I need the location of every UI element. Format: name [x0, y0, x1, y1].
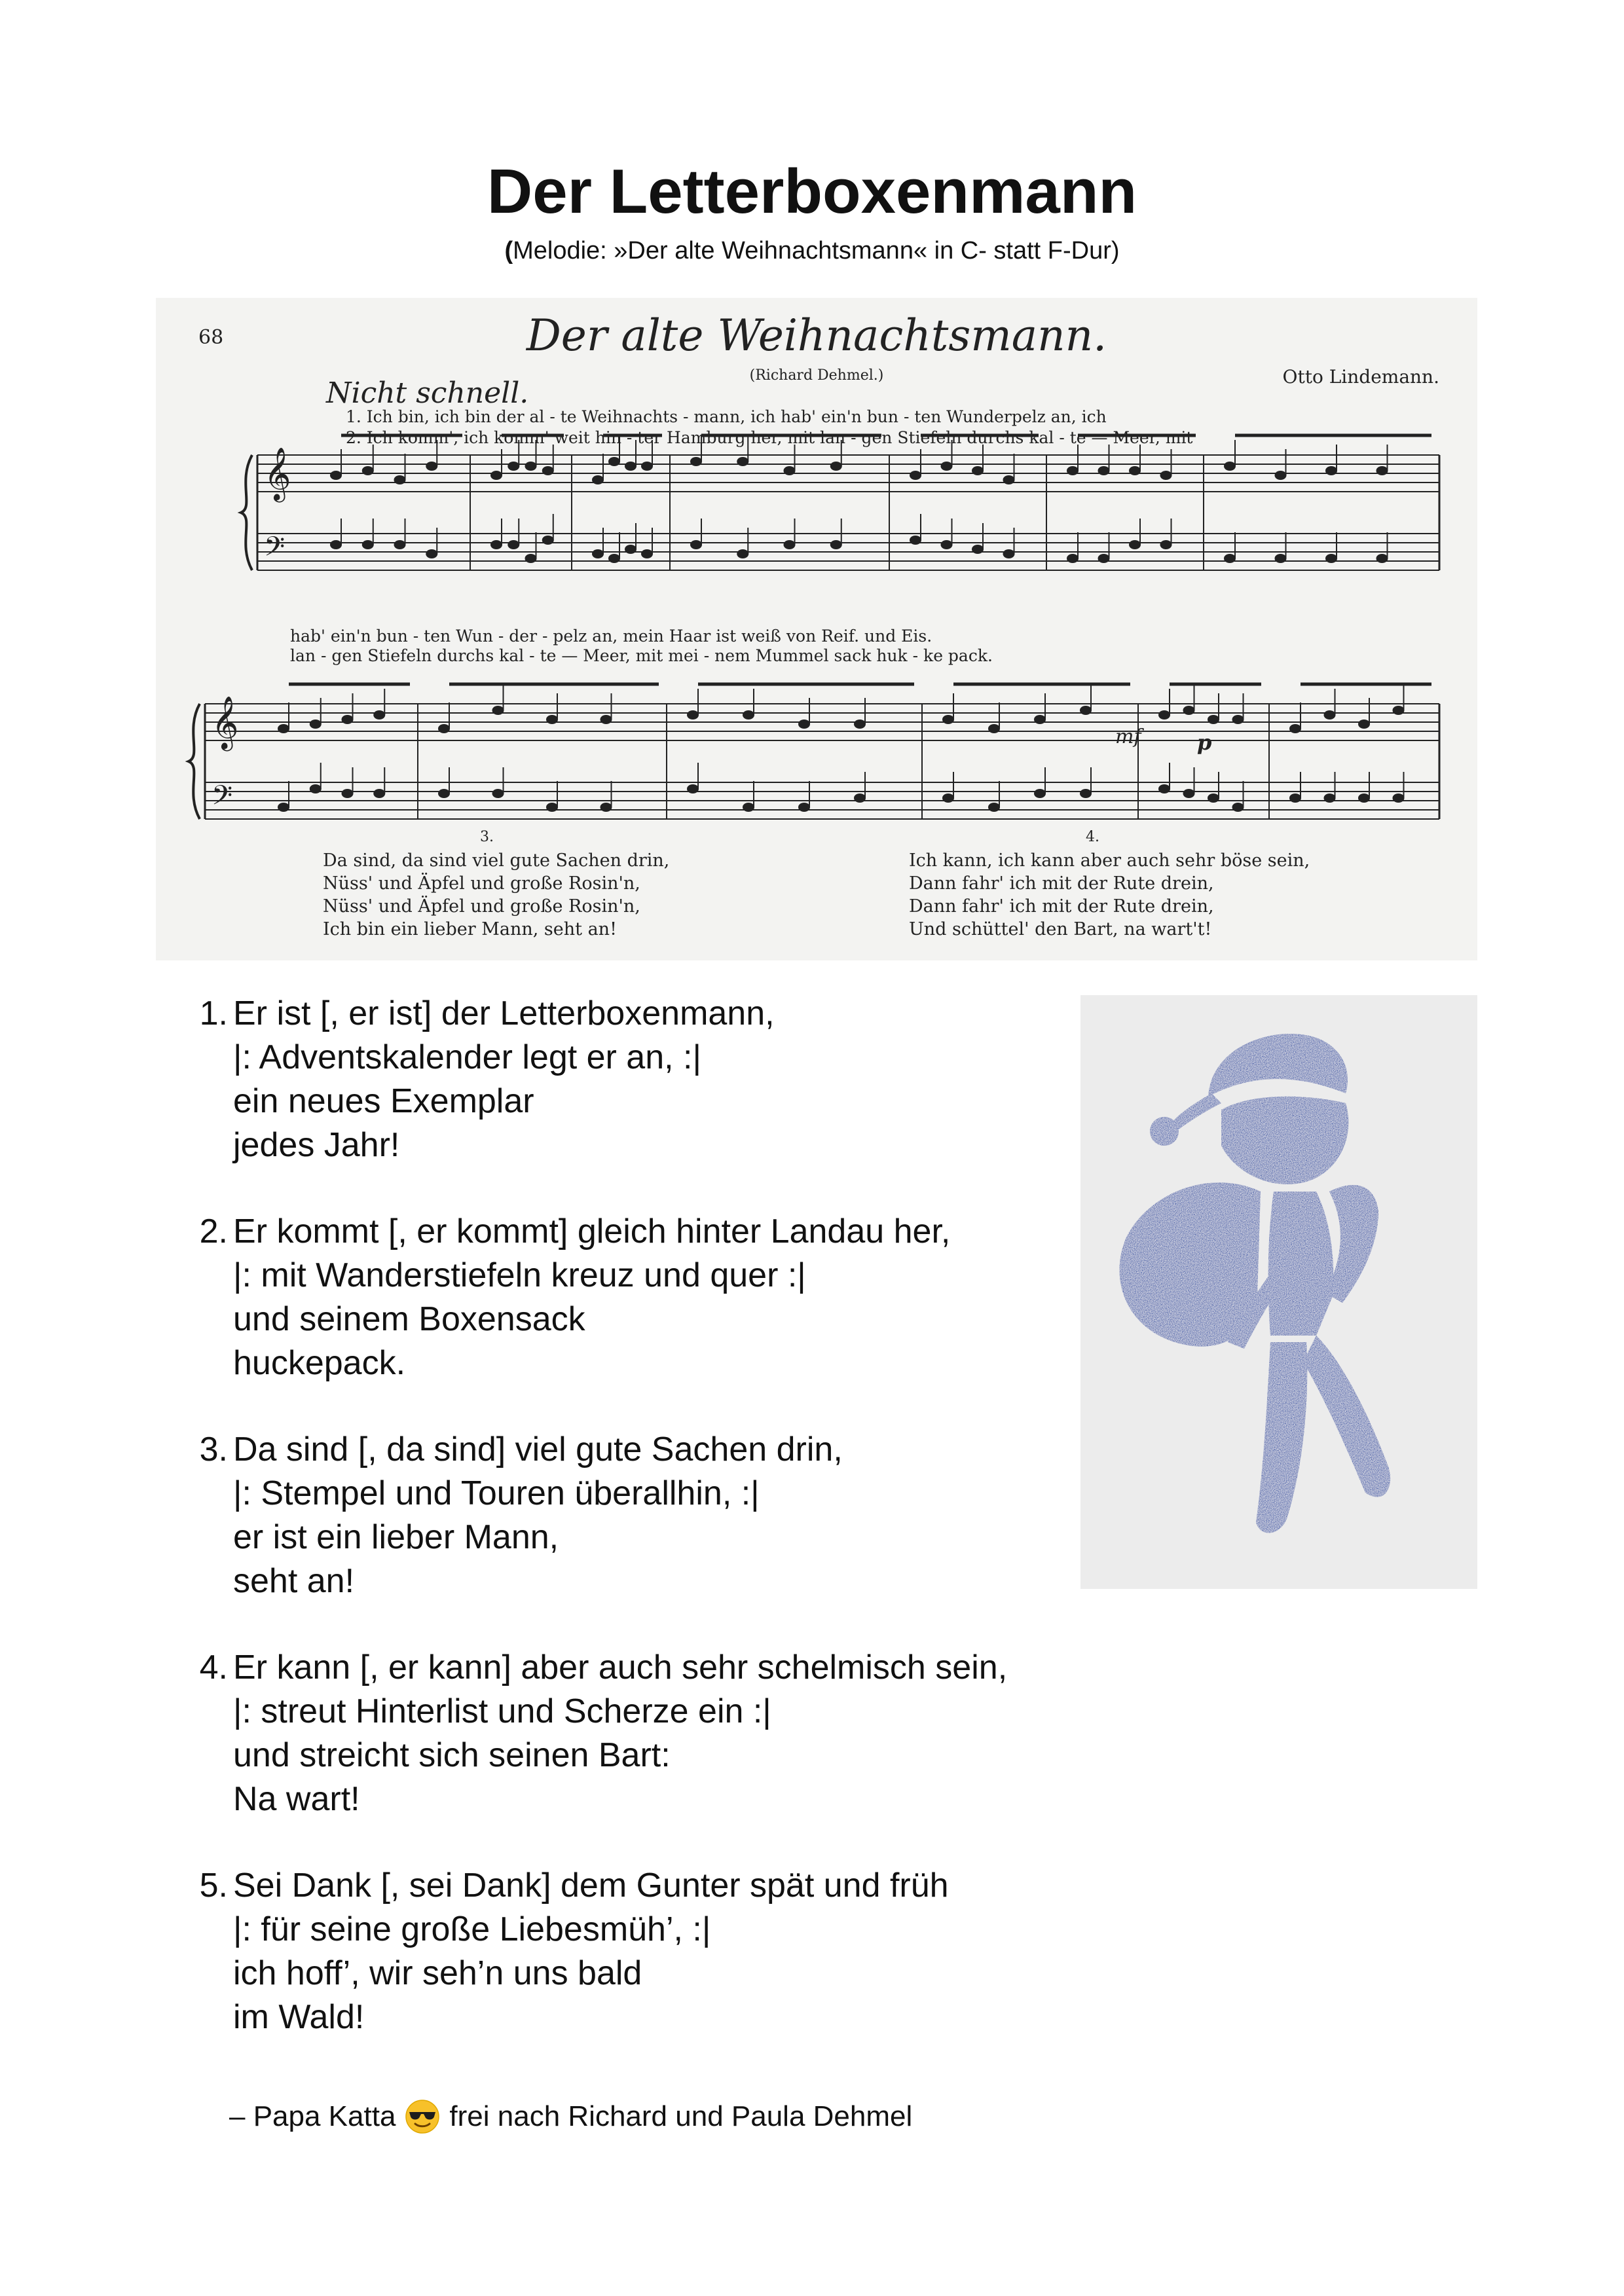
verse-line: seht an! [233, 1562, 355, 1600]
svg-text:𝄞: 𝄞 [212, 695, 239, 749]
verse-number: 4. [199, 1649, 228, 1686]
page-subtitle [0, 236, 1624, 266]
verse-line: Er kann [, er kann] aber auch sehr schelmisch sein, [233, 1649, 1008, 1686]
verse-line: Er ist [, er ist] der Letterboxenmann, [233, 994, 775, 1032]
page-title: Der Letterboxenmann [487, 156, 1137, 227]
score-lyrics-line-3: hab' ein'n bun - ten Wun - der - pelz an, mein Haar ist weiß von Reif. und Eis. [290, 627, 932, 646]
verse-line: |: Adventskalender legt er an, :| [233, 1038, 701, 1076]
score-tempo: Nicht schnell. [326, 376, 529, 410]
footer-credit-text: frei nach Richard und Paula Dehmel [449, 2100, 913, 2132]
svg-text:𝄢: 𝄢 [212, 780, 233, 818]
verse [156, 1864, 1105, 2039]
stanza4-line: Dann fahr' ich mit der Rute drein, [909, 873, 1214, 894]
score-lyrics-line-2: 2. Ich komm', ich komm' weit hin - ter Hamburg her, mit lan - gen Stiefeln durchs kal - te — Meer, mit [346, 428, 1193, 447]
verse-line: ich hoff’, wir seh’n uns bald [233, 1954, 642, 1992]
subtitle-text: Melodie: »Der alte Weihnachtsmann« in C- statt F-Dur) [513, 237, 1120, 264]
verse-list [156, 992, 1105, 2082]
subtitle-open-paren: ( [504, 237, 513, 264]
verse-line: huckepack. [233, 1344, 406, 1382]
footer-credit [229, 2098, 912, 2135]
verse-line: |: Stempel und Touren überallhin, :| [233, 1474, 760, 1512]
verse-line: |: mit Wanderstiefeln kreuz und quer :| [233, 1256, 806, 1294]
stanza3-line: Da sind, da sind viel gute Sachen drin, [323, 850, 670, 871]
stanza3-line: Nüss' und Äpfel und große Rosin'n, [323, 896, 640, 917]
verse [156, 992, 1105, 1167]
verse-line: Er kommt [, er kommt] gleich hinter Landau her, [233, 1212, 951, 1250]
verse-line: Da sind [, da sind] viel gute Sachen drin, [233, 1430, 843, 1468]
verse [156, 1210, 1105, 1385]
stanza4-line: Und schüttel' den Bart, na wart't! [909, 919, 1212, 939]
verse-line: er ist ein lieber Mann, [233, 1518, 559, 1556]
score-lyrics-line-4: lan - gen Stiefeln durchs kal - te — Meer, mit mei - nem Mummel sack huk - ke pack. [290, 646, 993, 665]
score-lyrics-line-1: 1. Ich bin, ich bin der al - te Weihnachts - mann, ich hab' ein'n bun - ten Wunderpelz an, ich [346, 407, 1107, 426]
score-title: Der alte Weihnachtsmann. [526, 310, 1107, 361]
score-composer: Otto Lindemann. [1282, 366, 1439, 388]
verse-line: Na wart! [233, 1780, 360, 1818]
verse-number: 5. [199, 1867, 228, 1904]
verse-line: und seinem Boxensack [233, 1300, 585, 1338]
stanza3-line: Nüss' und Äpfel und große Rosin'n, [323, 873, 640, 894]
hiker-stamp-image [1080, 995, 1477, 1589]
sheet-music-drawing [156, 298, 1477, 960]
score-dynamic-p: p [1197, 730, 1212, 755]
verse-line: Sei Dank [, sei Dank] dem Gunter spät und früh [233, 1867, 949, 1904]
sheet-music-image [156, 298, 1477, 960]
verse-line: und streicht sich seinen Bart: [233, 1736, 671, 1774]
score-dynamic-mf: mf [1115, 725, 1141, 748]
verse [156, 1646, 1105, 1821]
verse-line: ein neues Exemplar [233, 1082, 534, 1120]
stanza3-number: 3. [480, 829, 494, 845]
stanza4-number: 4. [1086, 829, 1099, 845]
svg-text:𝄞: 𝄞 [264, 446, 291, 500]
verse-number: 1. [199, 994, 228, 1032]
stanza4-line: Ich kann, ich kann aber auch sehr böse sein, [909, 850, 1310, 871]
verse-number: 3. [199, 1430, 228, 1468]
verse-line: jedes Jahr! [233, 1126, 400, 1164]
score-lyricist: (Richard Dehmel.) [749, 367, 884, 384]
svg-text:𝄢: 𝄢 [264, 531, 286, 569]
verse-line: im Wald! [233, 1998, 365, 2036]
sunglasses-emoji-icon [405, 2099, 440, 2134]
verse-number: 2. [199, 1212, 228, 1250]
hiker-stamp-icon [1080, 995, 1477, 1589]
stanza4-line: Dann fahr' ich mit der Rute drein, [909, 896, 1214, 917]
footer-author: – Papa Katta [229, 2100, 396, 2132]
verse-line: |: streut Hinterlist und Scherze ein :| [233, 1692, 771, 1730]
verse [156, 1428, 1105, 1603]
score-page-number: 68 [198, 326, 224, 349]
stanza3-line: Ich bin ein lieber Mann, seht an! [323, 919, 617, 939]
verse-line: |: für seine große Liebesmüh’, :| [233, 1910, 711, 1948]
